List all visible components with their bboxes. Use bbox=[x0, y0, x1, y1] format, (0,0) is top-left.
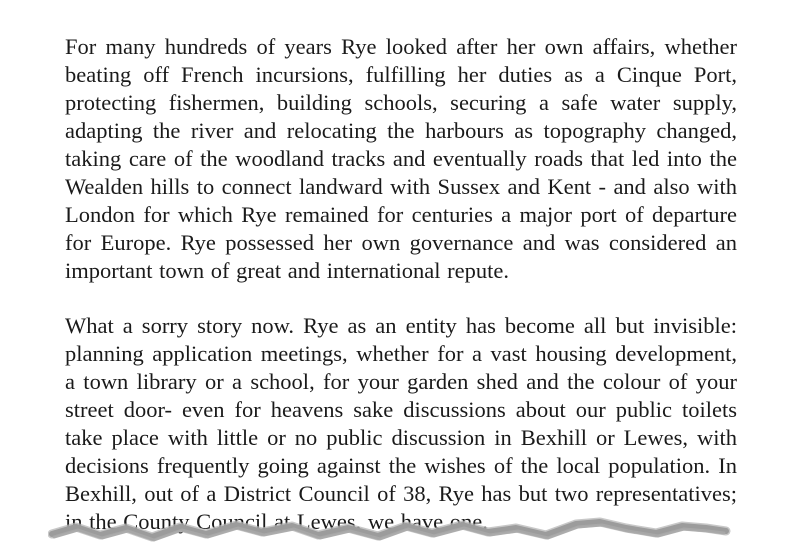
text-line: What a sorry story now. Rye as an entity has become all but invisible: bbox=[65, 313, 737, 338]
text-line: in the County Council at Lewes, we have one. bbox=[65, 509, 488, 534]
text-line: protecting fishermen, building schools, securing a safe water supply, bbox=[65, 90, 737, 115]
paragraph-2 bbox=[65, 312, 737, 536]
text-line: decisions frequently going against the wishes of the local population. In bbox=[65, 453, 737, 478]
text-line: a town library or a school, for your garden shed and the colour of your bbox=[65, 369, 737, 394]
text-line: London for which Rye remained for centuries a major port of departure bbox=[65, 202, 737, 227]
text-line: planning application meetings, whether for a vast housing development, bbox=[65, 341, 737, 366]
text-line: Bexhill, out of a District Council of 38, Rye has but two representatives; bbox=[65, 481, 737, 506]
text-line: For many hundreds of years Rye looked after her own affairs, whether bbox=[65, 34, 737, 59]
paragraph-1 bbox=[65, 33, 737, 285]
text-line: take place with little or no public discussion in Bexhill or Lewes, with bbox=[65, 425, 737, 450]
text-line: street door- even for heavens sake discussions about our public toilets bbox=[65, 397, 737, 422]
text-line: taking care of the woodland tracks and eventually roads that led into the bbox=[65, 146, 737, 171]
document-text bbox=[65, 33, 737, 536]
text-line: important town of great and international repute. bbox=[65, 258, 509, 283]
text-line: adapting the river and relocating the harbours as topography changed, bbox=[65, 118, 737, 143]
text-line: for Europe. Rye possessed her own governance and was considered an bbox=[65, 230, 737, 255]
torn-edge-graphic bbox=[48, 516, 738, 548]
text-line: Wealden hills to connect landward with Sussex and Kent - and also with bbox=[65, 174, 737, 199]
text-line: beating off French incursions, fulfilling her duties as a Cinque Port, bbox=[65, 62, 737, 87]
